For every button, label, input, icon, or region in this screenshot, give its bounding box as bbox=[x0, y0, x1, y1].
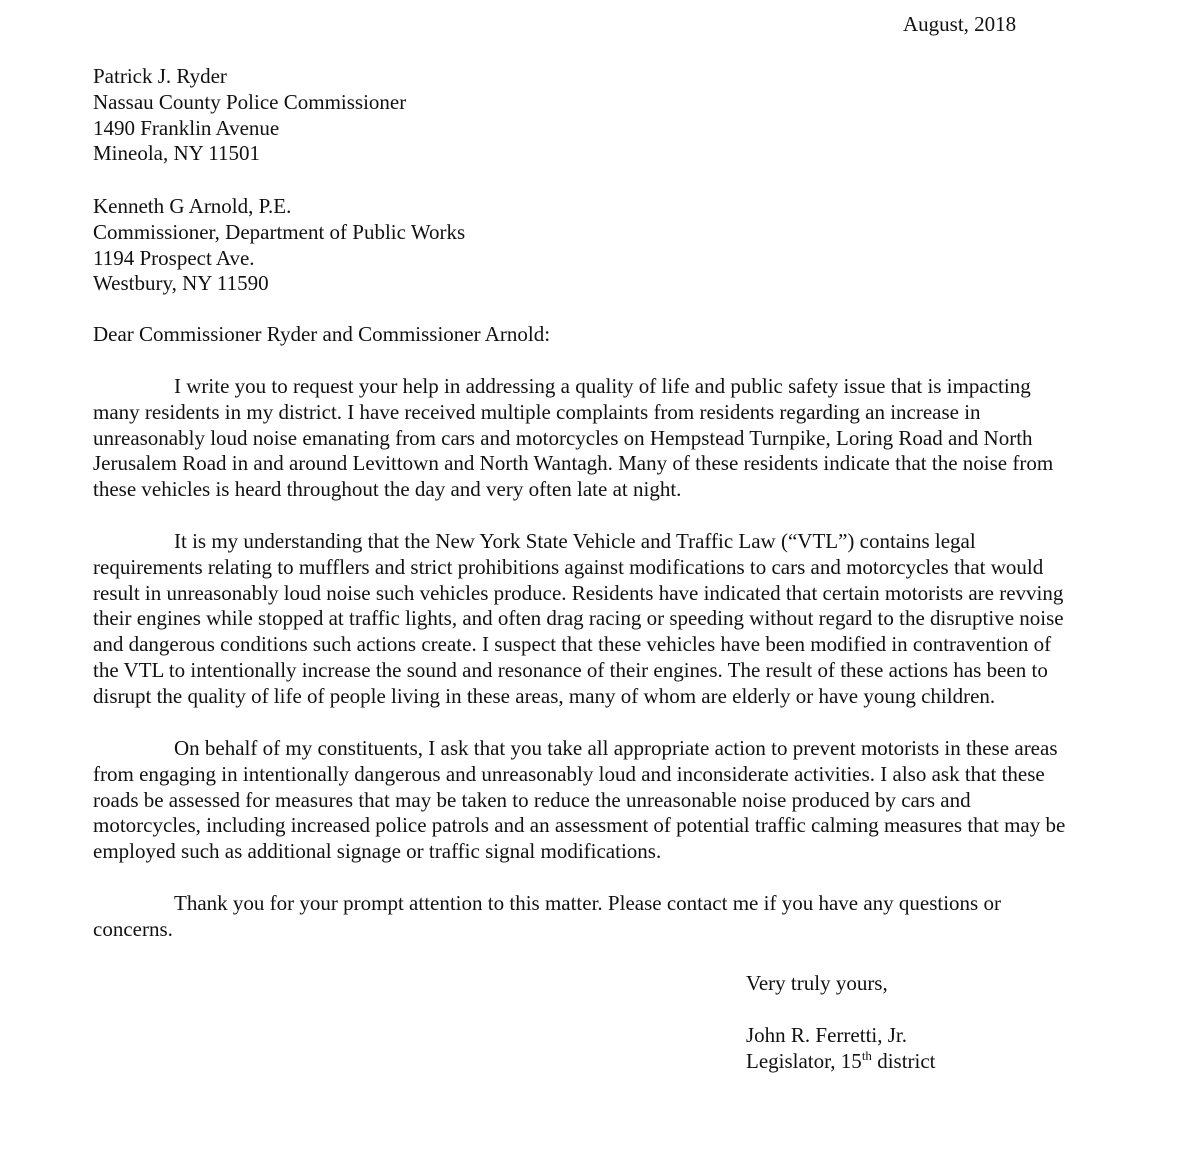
salutation: Dear Commissioner Ryder and Commissioner Arnold: bbox=[93, 322, 551, 346]
closing: Very truly yours, bbox=[746, 971, 888, 995]
recipient-address-ryder bbox=[93, 64, 406, 167]
paragraph-line: concerns. bbox=[93, 916, 173, 941]
paragraph-line: result in unreasonably loud noise such vehicles produce. Residents have indicated that certain motorists are revving bbox=[93, 580, 1064, 605]
paragraph-line: unreasonably loud noise emanating from cars and motorcycles on Hempstead Turnpike, Loring Road and North bbox=[93, 425, 1033, 450]
signer-title-suffix: district bbox=[871, 1048, 936, 1073]
paragraph-line: On behalf of my constituents, I ask that you take all appropriate action to prevent motorists in these areas bbox=[174, 736, 1058, 760]
recipient-title: Nassau County Police Commissioner bbox=[93, 89, 407, 114]
signer-title-prefix: Legislator, 15 bbox=[746, 1048, 862, 1073]
paragraph-line: Thank you for your prompt attention to this matter. Please contact me if you have any questions or bbox=[174, 891, 1001, 915]
body-paragraph bbox=[93, 374, 1173, 503]
paragraph-line: disrupt the quality of life of people living in these areas, many of whom are elderly or have young children. bbox=[93, 683, 996, 708]
recipient-street: 1490 Franklin Avenue bbox=[93, 115, 280, 140]
paragraph-line: Jerusalem Road in and around Levittown and North Wantagh. Many of these residents indicate that the noise from bbox=[93, 451, 1054, 476]
recipient-address-arnold bbox=[93, 194, 465, 297]
paragraph-line: I write you to request your help in addressing a quality of life and public safety issue that is impacting bbox=[174, 374, 1031, 398]
body-paragraph bbox=[93, 736, 1173, 865]
paragraph-line: from engaging in intentionally dangerous and unreasonably loud and inconsiderate activities. I also ask that these bbox=[93, 761, 1045, 786]
signer-title bbox=[746, 1049, 936, 1075]
signature-block bbox=[746, 1023, 936, 1075]
paragraph-line: requirements relating to mufflers and strict prohibitions against modifications to cars and motorcycles that would bbox=[93, 554, 1044, 579]
paragraph-line: and dangerous conditions such actions create. I suspect that these vehicles have been modified in contravention of bbox=[93, 632, 1052, 657]
paragraph-line: motorcycles, including increased police patrols and an assessment of potential traffic calming measures that may be bbox=[93, 813, 1066, 838]
recipient-name: Patrick J. Ryder bbox=[93, 64, 227, 88]
paragraph-line: employed such as additional signage or traffic signal modifications. bbox=[93, 839, 662, 864]
body-paragraph bbox=[93, 529, 1173, 710]
paragraph-line: It is my understanding that the New York State Vehicle and Traffic Law (“VTL”) contains legal bbox=[174, 529, 976, 553]
paragraph-line: these vehicles is heard throughout the day and very often late at night. bbox=[93, 477, 682, 502]
paragraph-line: the VTL to intentionally increase the sound and resonance of their engines. The result of these actions has been to bbox=[93, 657, 1048, 682]
paragraph-line: roads be assessed for measures that may be taken to reduce the unreasonable noise produced by cars and bbox=[93, 787, 971, 812]
ordinal-suffix: th bbox=[861, 1047, 872, 1063]
paragraph-line: their engines while stopped at traffic lights, and often drag racing or speeding without regard to the disruptive noise bbox=[93, 606, 1064, 631]
body-paragraph bbox=[93, 891, 1173, 943]
paragraph-line: many residents in my district. I have received multiple complaints from residents regarding an increase in bbox=[93, 399, 981, 424]
recipient-street: 1194 Prospect Ave. bbox=[93, 245, 255, 270]
recipient-city: Westbury, NY 11590 bbox=[93, 271, 269, 296]
recipient-name: Kenneth G Arnold, P.E. bbox=[93, 194, 292, 218]
recipient-city: Mineola, NY 11501 bbox=[93, 141, 261, 166]
recipient-title: Commissioner, Department of Public Works bbox=[93, 219, 466, 244]
letter-date: August, 2018 bbox=[903, 12, 1017, 36]
signer-name: John R. Ferretti, Jr. bbox=[746, 1023, 907, 1047]
